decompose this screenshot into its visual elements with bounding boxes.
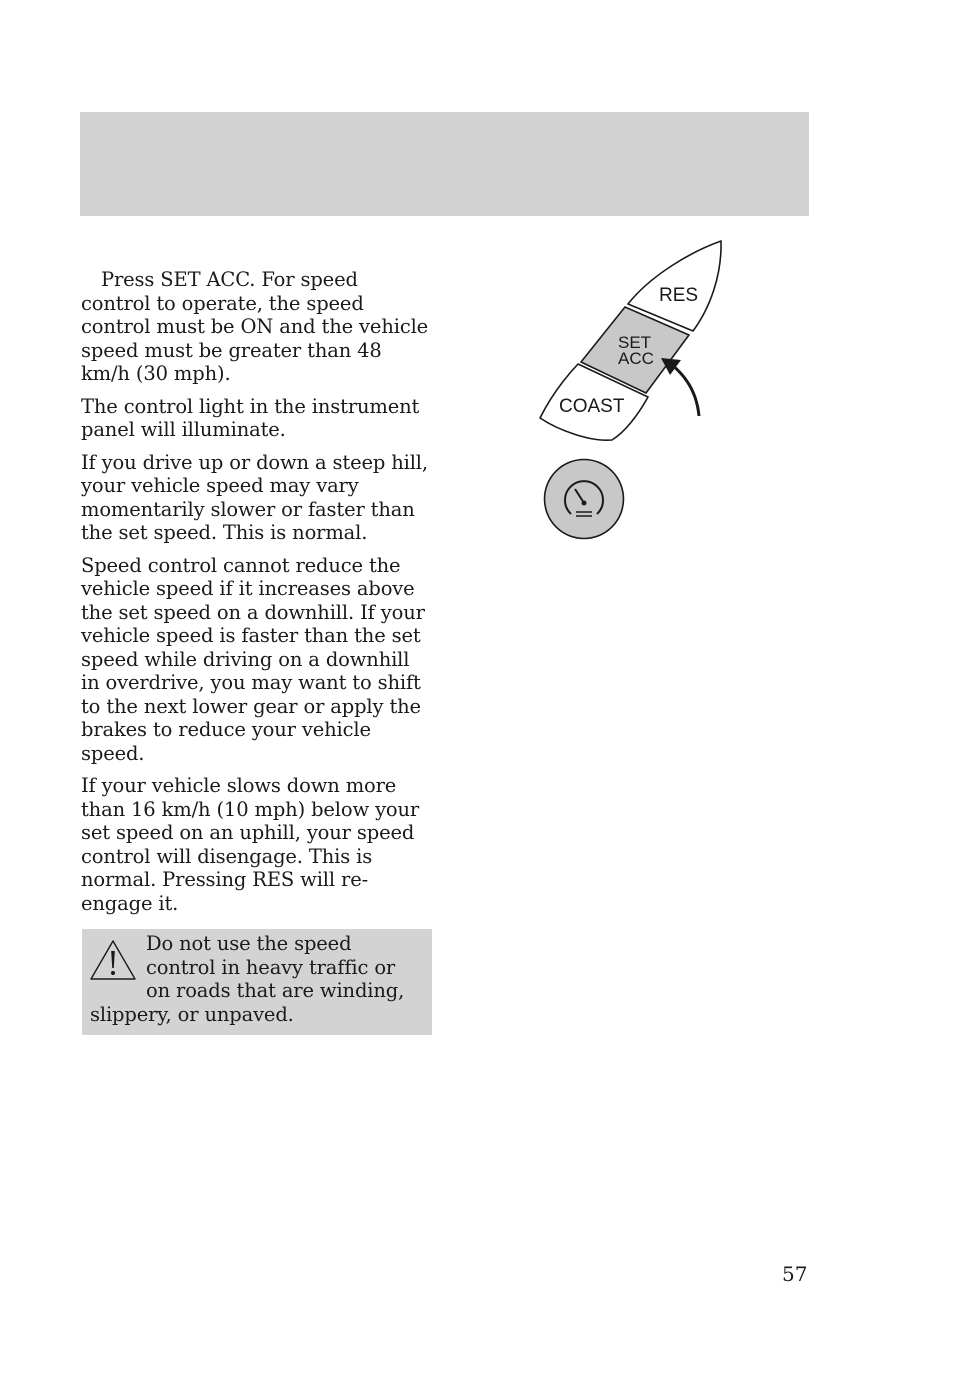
paragraph-steep-hill: If you drive up or down a steep hill, your vehicle speed may vary momentarily slower or faster than the set speed. This is normal. — [81, 450, 428, 544]
body-text — [81, 268, 433, 924]
page-number: 57 — [782, 1262, 808, 1286]
paragraph-set-acc: Press SET ACC. For speed control to operate, the speed control must be ON and the vehicle speed must be greater than 48 km/h (30 mph). — [81, 268, 429, 385]
paragraph-uphill: If your vehicle slows down more than 16 km/h (10 mph) below your set speed on an uphill, your speed control will disengage. This is normal. Pressing RES will re-engage it. — [81, 774, 420, 915]
paragraph-downhill: Speed control cannot reduce the vehicle speed if it increases above the set speed on a downhill. If your vehicle speed is faster than the set speed while driving on a downhill in overdrive, you may want to shift to the next lower gear or apply the brakes to reduce your vehicle speed. — [81, 553, 425, 765]
warning-box — [82, 929, 432, 1035]
coast-label: COAST — [559, 396, 625, 417]
paragraph-control-light: The control light in the instrument panel will illuminate. — [81, 394, 420, 441]
acc-label: ACC — [618, 349, 654, 368]
header-band — [80, 112, 809, 216]
warning-triangle-icon — [88, 937, 138, 983]
warning-text: Do not use the speed control in heavy traffic or on roads that are winding, slippery, or unpaved. — [90, 932, 405, 1026]
speed-control-figure — [530, 236, 740, 546]
press-arrow-icon — [661, 358, 699, 416]
set-label: SET — [618, 333, 652, 352]
speed-control-indicator-icon — [545, 460, 624, 539]
res-label: RES — [659, 285, 699, 306]
